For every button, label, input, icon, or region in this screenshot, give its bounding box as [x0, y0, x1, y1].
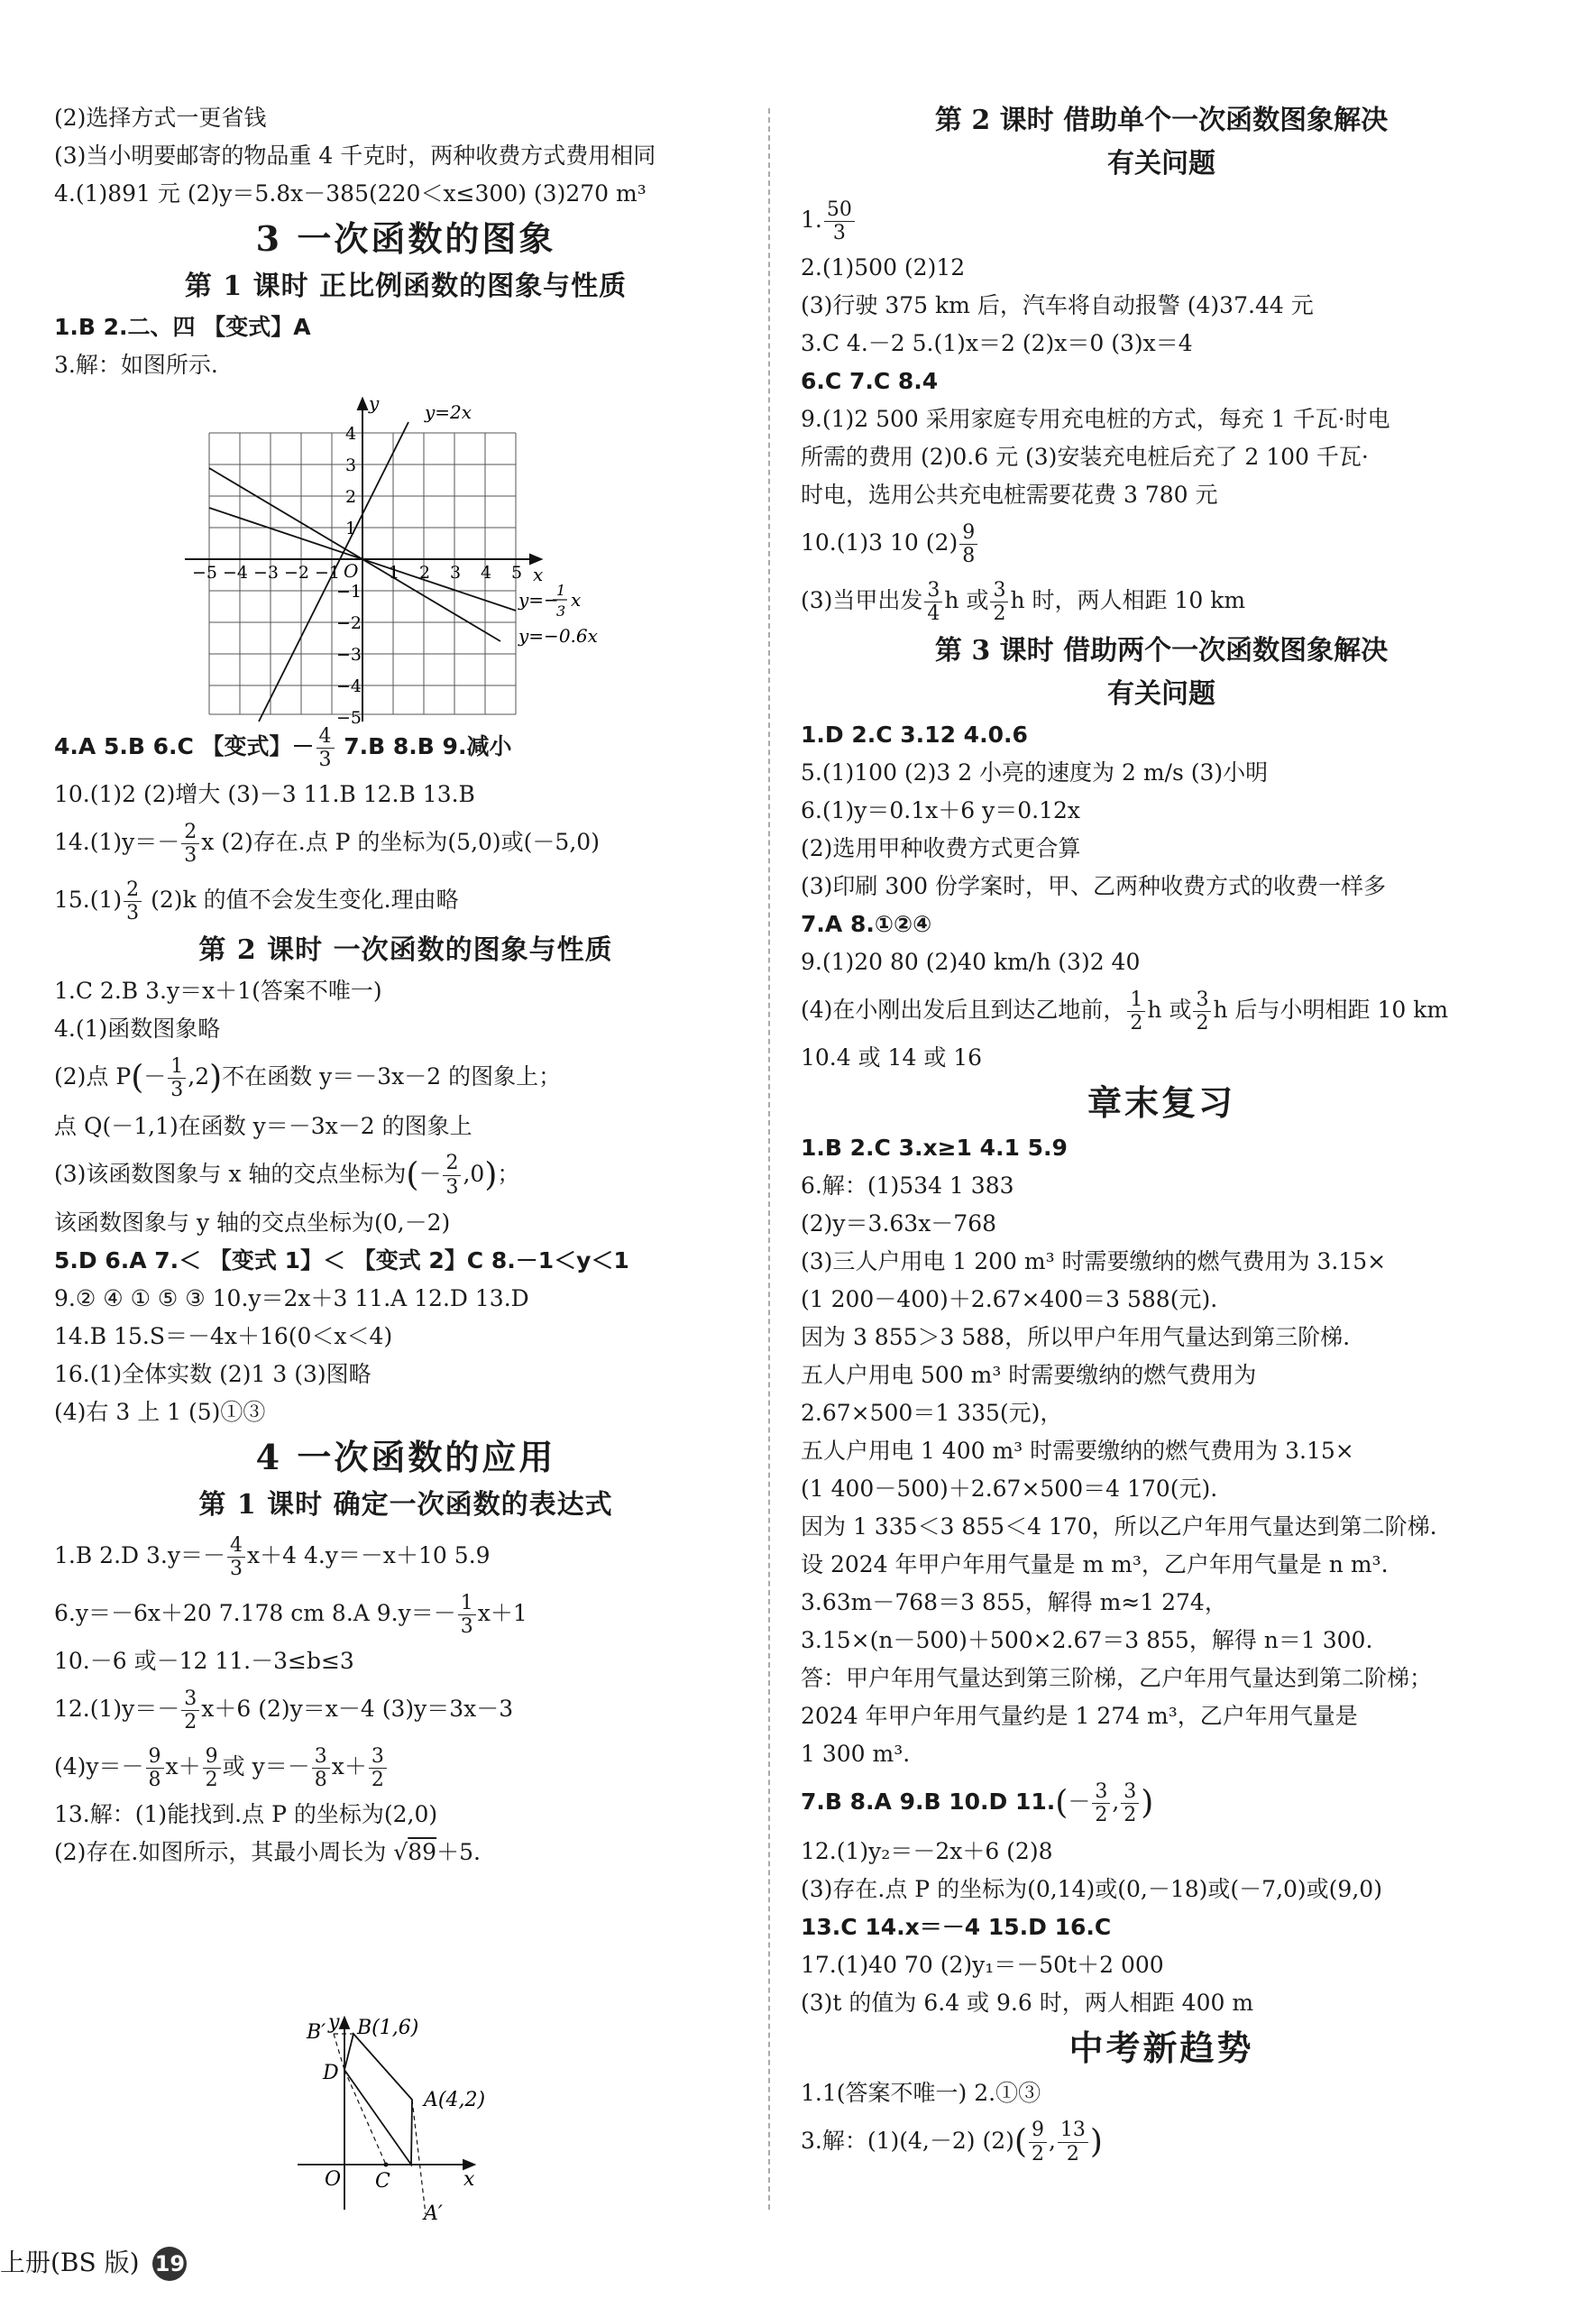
answer-line: 4.(1)函数图象略 [54, 1016, 221, 1042]
answer-line: (4)右 3 上 1 (5)①③ [54, 1399, 266, 1425]
answer-line: 五人户用电 1 400 m³ 时需要缴纳的燃气费用为 3.15× [801, 1438, 1354, 1464]
answer-line: 2.(1)500 (2)12 [801, 254, 966, 280]
point-label: A′ [424, 2202, 443, 2223]
svg-text:−4: −4 [223, 563, 249, 583]
answer-line: 14.(1)y＝－ $\frac{2}{3}$ x (2)存在.点 P 的坐标为(5,0)或(－5,0) [54, 820, 600, 867]
svg-text:−1: −1 [336, 582, 362, 602]
answer-line: (3)存在.点 P 的坐标为(0,14)或(0,－18)或(－7,0)或(9,0) [801, 1875, 1382, 1902]
y-axis-label: y [369, 397, 380, 414]
svg-text:1: 1 [389, 563, 400, 583]
section-heading: 4 一次函数的应用 [255, 1437, 556, 1477]
answer-line: 7.A 8.①②④ [801, 911, 932, 937]
answer-line: 9.② ④ ① ⑤ ③ 10.y＝2x＋3 11.A 12.D 13.D [54, 1285, 529, 1311]
lesson-heading: 第 1 课时 正比例函数的图象与性质 [184, 271, 628, 302]
answer-line: 13.解：(1)能找到.点 P 的坐标为(2,0) [54, 1801, 438, 1827]
svg-text:−2: −2 [336, 613, 362, 633]
svg-text:−5: −5 [336, 708, 362, 728]
answer-line: 10.－6 或－12 11.－3≤b≤3 [54, 1648, 354, 1674]
answer-line: (4)y＝－ $\frac{9}{8}$ x＋ $\frac{9}{2}$ 或 y＝－ $\frac{3}{8}$ x＋ $\frac{3}{2}$ [54, 1738, 757, 1796]
answer-line: 1.B 2.C 3.x≥1 4.1 5.9 [801, 1135, 1068, 1161]
lesson-heading: 有关问题 [1107, 148, 1215, 179]
answer-line: 1.D 2.C 3.12 4.0.6 [801, 722, 1028, 748]
answer-line: 10.4 或 14 或 16 [801, 1044, 983, 1071]
answer-line: 14.B 15.S＝－4x＋16(0＜x＜4) [54, 1323, 393, 1349]
answer-line: 17.(1)40 70 (2)y₁＝－50t＋2 000 [801, 1951, 1164, 1978]
lesson-heading: 第 3 课时 借助两个一次函数图象解决 [934, 635, 1389, 667]
answer-line: 4.(1)891 元 (2)y＝5.8x－385(220＜x≤300) (3)270 m³ [54, 180, 647, 207]
point-label: O [325, 2168, 342, 2191]
right-column [801, 99, 1522, 2171]
answer-line: 因为 1 335＜3 855＜4 170，所以乙户年用气量达到第二阶梯. [801, 1513, 1437, 1540]
answer-line: 13.C 14.x＝－4 15.D 16.C [801, 1913, 1112, 1940]
answer-line: 5.D 6.A 7.＜ 【变式 1】＜ 【变式 2】C 8.－1＜y＜1 [54, 1247, 629, 1274]
point-label: B(1,6) [357, 2017, 419, 2039]
section-heading: 中考新趋势 [1069, 2027, 1254, 2068]
answer-line: 6.y＝－6x＋20 7.178 cm 8.A 9.y＝－ $\frac{1}{3}$ x＋1 [54, 1591, 527, 1638]
answer-line: 6.解：(1)534 1 383 [801, 1172, 1014, 1199]
answer-line: (3)该函数图象与 x 轴的交点坐标为(－ $\frac{2}{3}$ ,0)； [54, 1152, 520, 1199]
geometry-figure [289, 2016, 523, 2223]
answer-line: (3)印刷 300 份学案时，甲、乙两种收费方式的收费一样多 [801, 873, 1387, 899]
answer-line: (2)点 P(－ $\frac{1}{3}$ ,2)不在函数 y＝－3x－2 的图象上； [54, 1054, 562, 1101]
answer-line: 12.(1)y₂＝－2x＋6 (2)8 [801, 1837, 1053, 1864]
svg-text:−3: −3 [253, 563, 280, 583]
answer-line: (3)行驶 375 km 后，汽车将自动报警 (4)37.44 元 [801, 292, 1314, 318]
answer-line: 3.C 4.－2 5.(1)x＝2 (2)x＝0 (3)x＝4 [801, 330, 1193, 356]
answer-line: (3)t 的值为 6.4 或 9.6 时，两人相距 400 m [801, 1989, 1254, 2016]
answer-line: 1. $\frac{50}{3}$ [801, 191, 1522, 249]
answer-line: (3)当甲出发 $\frac{3}{4}$ h 或 $\frac{3}{2}$ h 时，两人相距 10 km [801, 578, 1246, 625]
answer-line: 2024 年甲户年用气量约是 1 274 m³，乙户年用气量是 [801, 1703, 1358, 1729]
lesson-heading: 第 1 课时 确定一次函数的表达式 [198, 1489, 613, 1521]
answer-line: 3.解：(1)(4,－2) (2)( $\frac{9}{2}$ , $\frac{13}{2}$ ) [801, 2119, 1103, 2165]
svg-text:1: 1 [556, 582, 566, 599]
line-label [518, 582, 581, 620]
answer-line: 3.63m－768＝3 855，解得 m≈1 274， [801, 1589, 1227, 1615]
answer-line: (4)在小刚出发后且到达乙地前， $\frac{1}{2}$ h 或 $\frac{3}{2}$ h 后与小明相距 10 km [801, 988, 1449, 1034]
function-graph [176, 397, 609, 740]
answer-line: 所需的费用 (2)0.6 元 (3)安装充电桩后充了 2 100 千瓦· [801, 444, 1369, 470]
svg-text:1: 1 [345, 519, 357, 538]
page-footer [0, 2243, 187, 2281]
lesson-heading: 有关问题 [1107, 678, 1215, 710]
lesson-heading: 第 2 课时 借助单个一次函数图象解决 [934, 105, 1389, 136]
svg-text:3: 3 [345, 455, 357, 475]
answer-line: 7.B 8.A 9.B 10.D 11.(－ $\frac{3}{2}$ , $\frac{3}{2}$ ) [801, 1779, 1154, 1826]
answer-line: 1.B 2.D 3.y＝－ $\frac{4}{3}$ x＋4 4.y＝－x＋10 5.9 [54, 1533, 491, 1580]
answer-line: 9.(1)20 80 (2)40 km/h (3)2 40 [801, 949, 1141, 975]
svg-text:5: 5 [511, 563, 523, 583]
answer-line: (1 200－400)＋2.67×400＝3 588(元). [801, 1286, 1218, 1312]
section-heading: 3 一次函数的图象 [255, 218, 556, 259]
lesson-heading: 第 2 课时 一次函数的图象与性质 [198, 934, 613, 966]
answer-line: (3)当小明要邮寄的物品重 4 千克时，两种收费方式费用相同 [54, 143, 656, 169]
answer-line: 1.C 2.B 3.y＝x＋1(答案不唯一) [54, 978, 382, 1004]
svg-text:−4: −4 [336, 676, 362, 696]
answer-line: 五人户用电 500 m³ 时需要缴纳的燃气费用为 [801, 1362, 1257, 1388]
svg-text:−2: −2 [284, 563, 310, 583]
answer-line: 1 300 m³. [801, 1741, 911, 1767]
answer-line: 1.B 2.二、四 【变式】A [54, 314, 311, 340]
point-label: y [328, 2016, 340, 2034]
answer-line: 16.(1)全体实数 (2)1 3 (3)图略 [54, 1361, 371, 1387]
answer-line: 6.(1)y＝0.1x＋6 y＝0.12x [801, 797, 1080, 823]
svg-text:4: 4 [481, 563, 492, 583]
column-divider [768, 108, 770, 2210]
answer-line: 时电，选用公共充电桩需要花费 3 780 元 [801, 482, 1218, 508]
answer-line: 3.15×(n－500)＋500×2.67＝3 855，解得 n＝1 300. [801, 1627, 1373, 1653]
line-label: y=−0.6x [518, 625, 598, 647]
answer-line: 5.(1)100 (2)3 2 小亮的速度为 2 m/s (3)小明 [801, 759, 1269, 786]
answer-line: 3.解：如图所示. [54, 352, 218, 378]
answer-line: (2)y＝3.63x－768 [801, 1210, 997, 1237]
answer-line: 2.67×500＝1 335(元)， [801, 1400, 1063, 1426]
answer-line: (2)选用甲种收费方式更合算 [801, 835, 1081, 861]
line-label: y=2x [425, 401, 472, 423]
origin-label: O [344, 560, 359, 582]
book-label: 上册(BS 版) [0, 2248, 140, 2277]
answer-line: 答：甲户年用气量达到第三阶梯，乙户年用气量达到第二阶梯； [801, 1665, 1433, 1691]
svg-text:x: x [571, 589, 582, 611]
page-number: 19 [152, 2247, 187, 2281]
point-label: B′ [307, 2021, 326, 2044]
point-label: A(4,2) [424, 2089, 486, 2111]
answer-line: 点 Q(－1,1)在函数 y＝－3x－2 的图象上 [54, 1112, 472, 1139]
answer-line: 9.(1)2 500 采用家庭专用充电桩的方式，每充 1 千瓦·时电 [801, 406, 1390, 432]
answer-line: 1.1(答案不唯一) 2.①③ [801, 2079, 1041, 2106]
point-label: C [375, 2170, 390, 2193]
x-axis-label: x [533, 564, 544, 585]
answer-line: 该函数图象与 y 轴的交点坐标为(0,－2) [54, 1209, 451, 1236]
section-heading: 章末复习 [1087, 1082, 1235, 1123]
answer-line: (1 400－500)＋2.67×500＝4 170(元). [801, 1476, 1218, 1502]
answer-line: 10.(1)3 10 (2) $\frac{9}{8}$ [801, 514, 1522, 572]
answer-line: (2)存在.如图所示，其最小周长为 √89＋5. [54, 1839, 481, 1865]
answer-line: 4.A 5.B 6.C 【变式】－ $\frac{4}{3}$ 7.B 8.B 9.减小 [54, 724, 512, 771]
point-label: D [323, 2062, 339, 2084]
answer-line: 6.C 7.C 8.4 [801, 368, 939, 394]
svg-text:3: 3 [556, 602, 566, 620]
svg-text:−3: −3 [336, 645, 362, 665]
svg-text:−5: −5 [192, 563, 218, 583]
answer-line: (3)三人户用电 1 200 m³ 时需要缴纳的燃气费用为 3.15× [801, 1248, 1387, 1274]
svg-text:3: 3 [450, 563, 462, 583]
answer-line: 10.(1)2 (2)增大 (3)－3 11.B 12.B 13.B [54, 781, 475, 807]
answer-line: (2)选择方式一更省钱 [54, 105, 267, 131]
left-column [54, 99, 757, 1871]
svg-text:2: 2 [419, 563, 431, 583]
answer-line: 12.(1)y＝－ $\frac{3}{2}$ x＋6 (2)y＝x－4 (3)y＝3x－3 [54, 1687, 514, 1733]
svg-text:y=−: y=− [518, 589, 559, 611]
answer-line: 因为 3 855＞3 588，所以甲户年用气量达到第三阶梯. [801, 1324, 1351, 1350]
svg-text:−1: −1 [315, 563, 341, 583]
svg-text:2: 2 [345, 487, 357, 507]
svg-text:4: 4 [345, 424, 357, 444]
answer-line: 设 2024 年甲户年用气量是 m m³，乙户年用气量是 n m³. [801, 1551, 1389, 1577]
point-label: x [463, 2168, 475, 2191]
answer-line: 15.(1) $\frac{2}{3}$ (2)k 的值不会发生变化.理由略 [54, 878, 459, 924]
